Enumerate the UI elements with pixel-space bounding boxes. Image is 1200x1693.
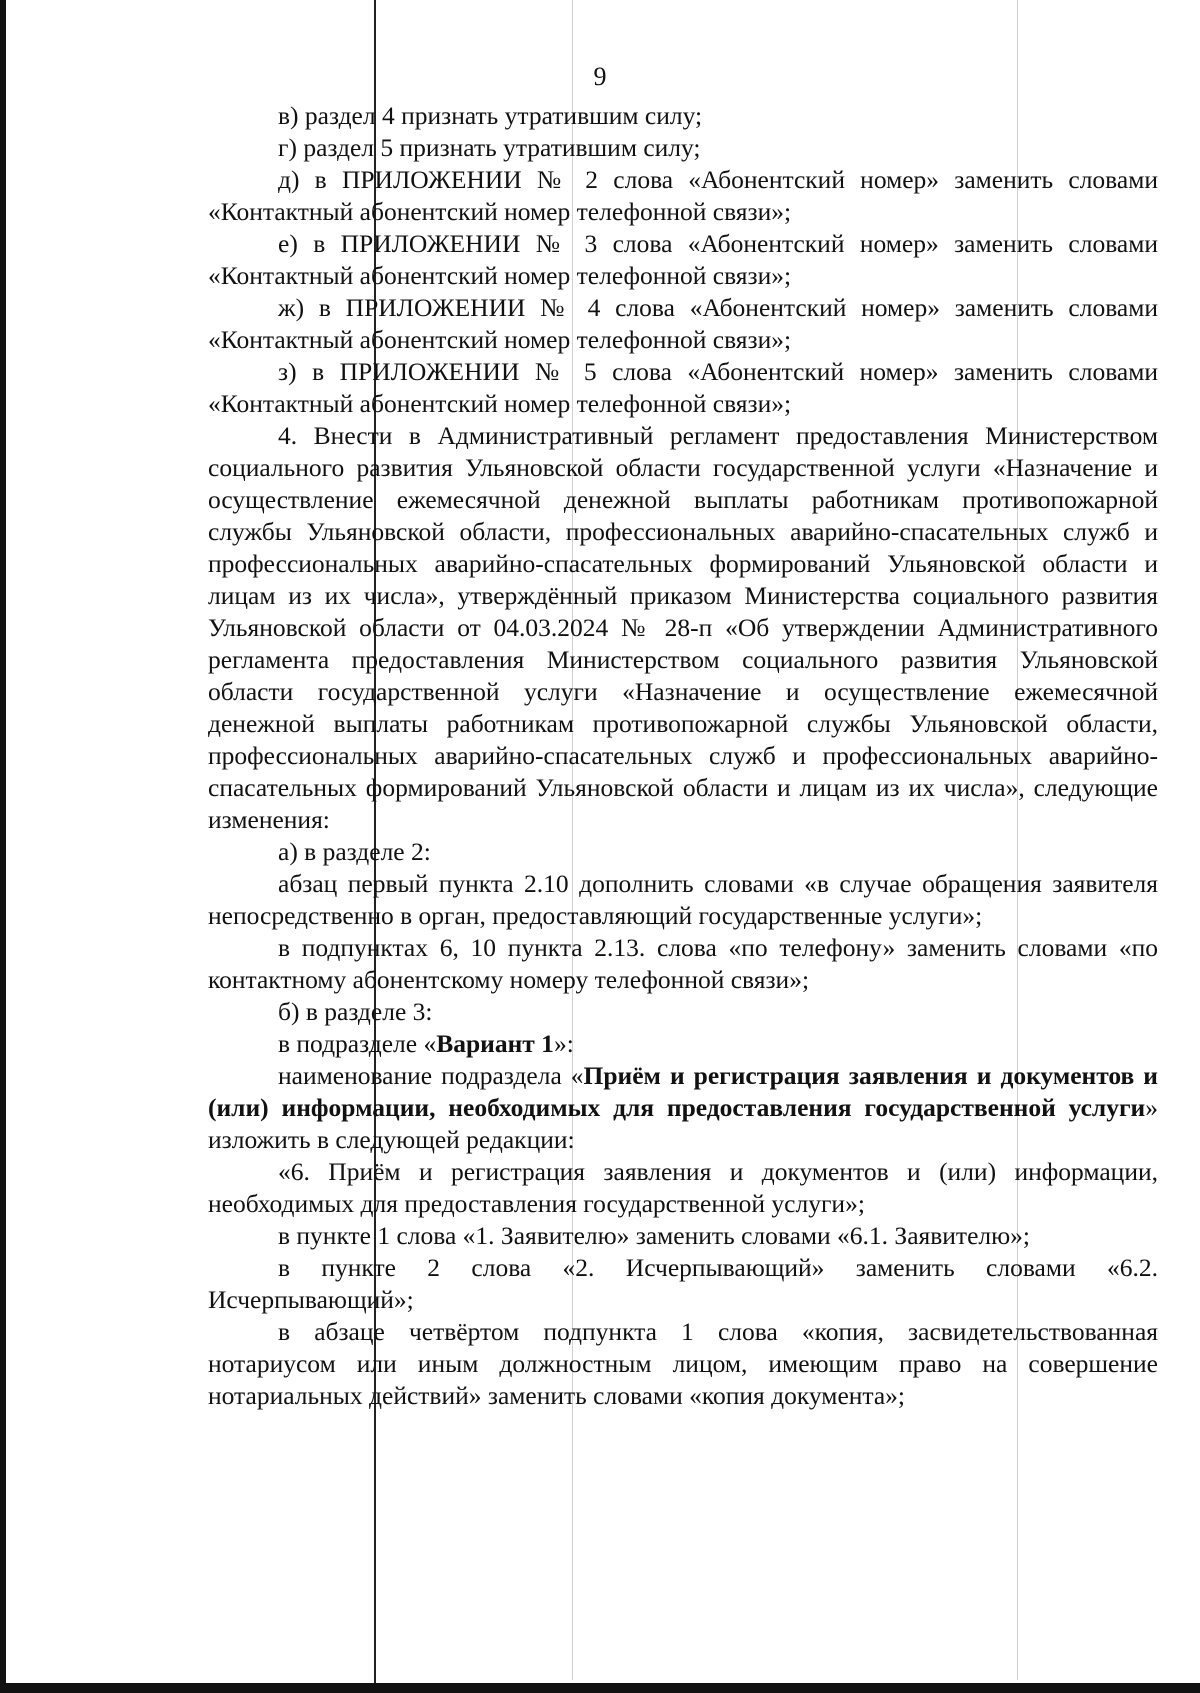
text-run: е) в ПРИЛОЖЕНИИ № 3 слова «Абонентский номер» заменить словами «Контактный абонентский номер телефонной связи»; (208, 229, 1158, 290)
text-run: в) раздел 4 признать утратившим силу; (278, 101, 703, 130)
paragraph (208, 1156, 1158, 1220)
paragraph (208, 132, 1158, 164)
paragraph (208, 1060, 1158, 1156)
text-run: в пункте 2 слова «2. Исчерпывающий» заменить словами «6.2. Исчерпывающий»; (208, 1253, 1158, 1314)
text-run: б) в разделе 3: (278, 997, 433, 1026)
text-run: г) раздел 5 признать утратившим силу; (278, 133, 701, 162)
paragraph (208, 228, 1158, 292)
paragraph (208, 1252, 1158, 1316)
paragraph (208, 420, 1158, 836)
text-run: »: (553, 1029, 574, 1058)
bold-text: Приём и регистрация заявления и документов и (или) информации, необходимых для предоставления государственной услуги (208, 1061, 1158, 1122)
paragraph (208, 356, 1158, 420)
text-run: в подразделе « (278, 1029, 437, 1058)
text-run: абзац первый пункта 2.10 дополнить словами «в случае обращения заявителя непосредственно в орган, предоставляющий государственные услуги»; (208, 869, 1158, 930)
text-run: д) в ПРИЛОЖЕНИИ № 2 слова «Абонентский номер» заменить словами «Контактный абонентский номер телефонной связи»; (208, 165, 1158, 226)
paragraph (208, 868, 1158, 932)
paragraph (208, 292, 1158, 356)
page-number: 9 (593, 62, 607, 91)
document-body (208, 100, 1158, 1412)
text-run: 4. Внести в Административный регламент предоставления Министерством социального развития Ульяновской области государственной услуги «Назначение и осуществление ежемесячной денежной выплаты работникам противопожарной службы Ульяновской области, профессиональных аварийно-спасательных служб и профессиональных аварийно-спасательных формирований Ульяновской области и лицам из их числа», утверждённый приказом Министерства социального развития Ульяновской области от 04.03.2024 № 28-п «Об утверждении Административного регламента предоставления Министерством социального развития Ульяновской области государственной услуги «Назначение и осуществление ежемесячной денежной выплаты работникам противопожарной службы Ульяновской области, профессиональных аварийно-спасательных служб и профессиональных аварийно-спасательных формирований Ульяновской области и лицам из их числа», следующие изменения: (208, 421, 1158, 834)
text-run: » изложить в следующей редакции: (208, 1093, 1158, 1154)
bold-text: Вариант 1 (436, 1029, 554, 1058)
text-run: в абзаце четвёртом подпункта 1 слова «копия, засвидетельствованная нотариусом или иным должностным лицом, имеющим право на совершение нотариальных действий» заменить словами «копия документа»; (208, 1317, 1158, 1410)
paragraph (208, 100, 1158, 132)
paragraph (208, 1316, 1158, 1412)
text-run: а) в разделе 2: (278, 837, 431, 866)
paragraph (208, 164, 1158, 228)
paragraph (208, 932, 1158, 996)
text-run: в пункте 1 слова «1. Заявителю» заменить словами «6.1. Заявителю»; (278, 1221, 1031, 1250)
paragraph (208, 836, 1158, 868)
text-run: наименование подраздела « (278, 1061, 584, 1090)
scan-left-edge (0, 0, 6, 1693)
paragraph (208, 1220, 1158, 1252)
text-run: ж) в ПРИЛОЖЕНИИ № 4 слова «Абонентский номер» заменить словами «Контактный абонентский номер телефонной связи»; (208, 293, 1158, 354)
scan-bottom-edge (0, 1683, 1200, 1693)
paragraph (208, 996, 1158, 1028)
paragraph (208, 1028, 1158, 1060)
text-run: з) в ПРИЛОЖЕНИИ № 5 слова «Абонентский номер» заменить словами «Контактный абонентский номер телефонной связи»; (208, 357, 1158, 418)
text-run: в подпунктах 6, 10 пункта 2.13. слова «по телефону» заменить словами «по контактному абонентскому номеру телефонной связи»; (208, 933, 1158, 994)
text-run: «6. Приём и регистрация заявления и документов и (или) информации, необходимых для предоставления государственной услуги»; (208, 1157, 1158, 1218)
